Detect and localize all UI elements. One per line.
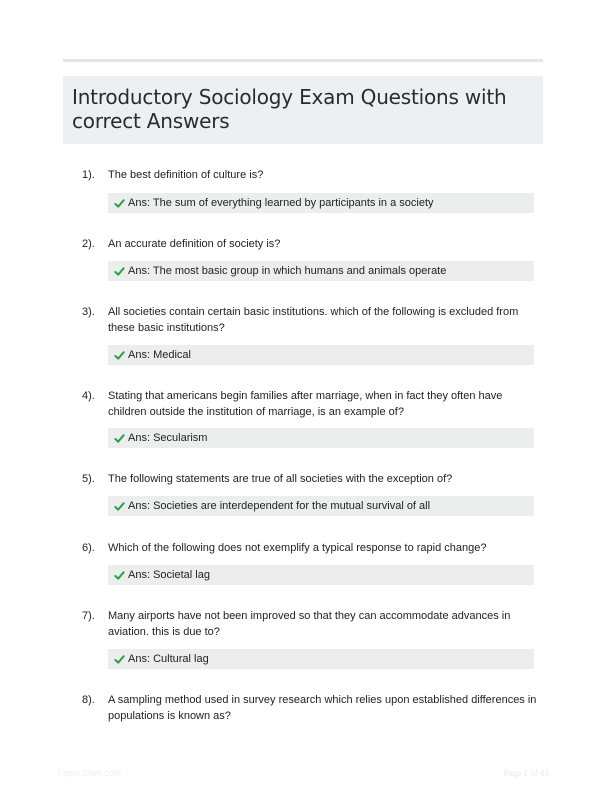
top-divider — [63, 59, 543, 62]
question-text: The best definition of culture is? — [108, 169, 264, 181]
answer-text: Ans: The sum of everything learned by participants in a society — [128, 197, 434, 209]
check-icon — [114, 350, 125, 361]
question-text: An accurate definition of society is? — [108, 238, 281, 250]
check-icon — [114, 570, 125, 581]
page-title: Introductory Sociology Exam Questions with correct Answers — [72, 85, 507, 133]
question-number: 2). — [82, 238, 95, 250]
answer-text: Ans: The most basic group in which humans and animals operate — [128, 265, 447, 277]
question-text: The following statements are true of all societies with the exception of? — [108, 473, 453, 485]
check-icon — [114, 266, 125, 277]
question-number: 8). — [82, 694, 95, 706]
question-number: 3). — [82, 306, 95, 318]
question-number: 4). — [82, 390, 95, 402]
answer-box — [108, 193, 534, 213]
answer-text: Ans: Societal lag — [128, 569, 210, 581]
answer-box — [108, 649, 534, 669]
question-number: 6). — [82, 542, 95, 554]
check-icon — [114, 501, 125, 512]
answer-box — [108, 261, 534, 281]
footer-watermark: PaperShelf.com — [57, 768, 122, 778]
page-number: Page 1 of 41 — [503, 768, 549, 778]
answer-box — [108, 565, 534, 585]
question-number: 1). — [82, 169, 95, 181]
answer-text: Ans: Medical — [128, 349, 191, 361]
check-icon — [114, 433, 125, 444]
question-text: Stating that americans begin families after marriage, when in fact they often have children outside the institution of marriage, is an example of? — [108, 390, 503, 418]
answer-text: Ans: Societies are interdependent for the mutual survival of all — [128, 500, 431, 512]
question-text: Which of the following does not exemplify a typical response to rapid change? — [108, 542, 487, 554]
question-text: A sampling method used in survey research which relies upon established differences in populations is known as? — [108, 694, 537, 722]
question-text: All societies contain certain basic institutions. which of the following is excluded from these basic institutions? — [108, 306, 519, 334]
answer-text: Ans: Cultural lag — [128, 653, 209, 665]
answer-box — [108, 428, 534, 448]
check-icon — [114, 654, 125, 665]
answer-box — [108, 496, 534, 516]
question-number: 5). — [82, 473, 95, 485]
question-text: Many airports have not been improved so that they can accommodate advances in aviation. this is due to? — [108, 610, 511, 638]
answer-text: Ans: Secularism — [128, 432, 208, 444]
title-box — [63, 76, 543, 144]
answer-box — [108, 345, 534, 365]
question-number: 7). — [82, 610, 95, 622]
check-icon — [114, 198, 125, 209]
